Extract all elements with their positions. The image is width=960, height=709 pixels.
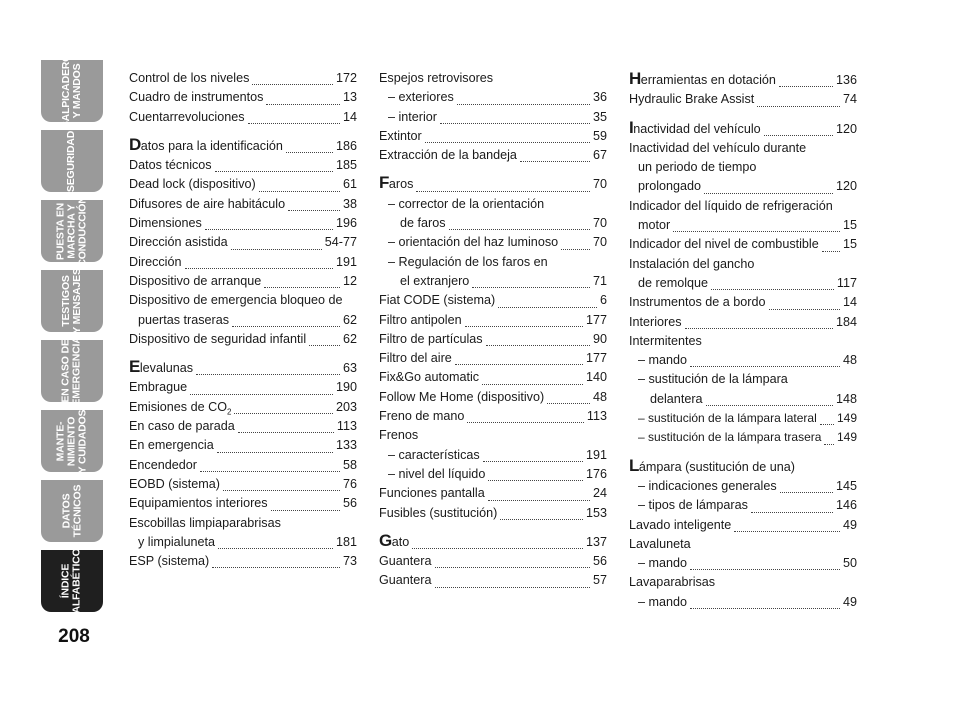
index-entry: Interiores 184 [629,314,857,329]
index-entry: Fiat CODE (sistema) 6 [379,293,607,308]
index-entry: Cuentarrevoluciones 14 [129,109,357,124]
index-entry: Guantera 57 [379,573,607,588]
index-entry: – orientación del haz luminoso 70 [388,235,607,250]
index-entry: Follow Me Home (dispositivo) 48 [379,389,607,404]
index-entry: delantera 148 [650,391,857,406]
index-entry: y limpialuneta 181 [138,534,357,549]
tab-label: TESTIGOS Y MENSAJES [60,268,83,334]
tab-label: MANTE- NIMIENTO Y CUIDADOS [54,409,89,473]
index-entry: Dirección asistida 54-77 [129,235,357,250]
tab-label: ÍNDICE ALFABÉTICO [60,548,83,614]
page-number: 208 [58,626,90,647]
index-entry-line: Dispositivo de emergencia bloqueo de [129,293,343,308]
index-column-1 [129,69,357,571]
index-column-3 [629,69,857,612]
index-entry: Fix&Go automatic 140 [379,370,607,385]
index-entry-line: Indicador del líquido de refrigeración [629,198,833,213]
index-entry: Dispositivo de arranque 12 [129,273,357,288]
index-entry: Funciones pantalla 24 [379,486,607,501]
index-entry-line: Instalación del gancho [629,256,755,271]
letter-initial: I [629,117,634,137]
index-entry: Elevalunas 63 [129,357,357,377]
index-entry: Emisiones de $CO_2$ 203 [129,399,357,417]
index-entry: Extintor 59 [379,128,607,143]
index-entry: EOBD (sistema) 76 [129,476,357,491]
index-entry: Difusores de aire habitáculo 38 [129,196,357,211]
tab-mantenimiento[interactable] [41,410,103,472]
index-entry: Faros 70 [379,173,607,193]
index-entry: – interior 35 [388,109,607,124]
letter-initial: E [129,357,140,377]
letter-initial: L [629,455,639,475]
index-entry: Dead lock (dispositivo) 61 [129,177,357,192]
index-entry: Filtro antipolen 177 [379,312,607,327]
index-entry: Datos para la identificación 186 [129,134,357,154]
index-entry: Instrumentos de a bordo 14 [629,295,857,310]
index-entry: Dirección 191 [129,254,357,269]
index-entry: Extracción de la bandeja 67 [379,148,607,163]
index-entry: – sustitución de la lámpara trasera 149 [638,430,857,445]
index-entry: Datos técnicos 185 [129,158,357,173]
index-entry: Embrague 190 [129,380,357,395]
index-entry: En emergencia 133 [129,438,357,453]
tab-en-caso-de-emergencia[interactable] [41,336,103,406]
tab-datos-tecnicos[interactable] [41,480,103,542]
index-entry: – mando 48 [638,353,857,368]
tab-label: DATOS TÉCNICOS [60,484,83,538]
index-entry: – nivel del líquido 176 [388,466,607,481]
index-entry: Equipamientos interiores 56 [129,496,357,511]
index-entry: de remolque 117 [638,275,857,290]
tab-seguridad[interactable] [41,130,103,192]
index-entry: En caso de parada 113 [129,419,357,434]
index-entry: Lámpara (sustitución de una) [629,455,795,475]
index-entry-line: Inactividad del vehículo durante [629,140,807,155]
index-column-2 [379,69,607,591]
index-entry: Control de los niveles 172 [129,71,357,85]
index-entry: – indicaciones generales 145 [638,478,857,493]
index-entry-line: Escobillas limpiaparabrisas [129,515,281,530]
index-entry: – exteriores 36 [388,90,607,105]
index-heading: Frenos [379,428,419,443]
index-entry: Fusibles (sustitución) 153 [379,505,607,520]
index-heading: Espejos retrovisores [379,71,494,85]
index-entry: Indicador del nivel de combustible 15 [629,237,857,252]
tab-puesta-en-marcha[interactable] [41,195,103,267]
index-entry: Herramientas en dotación 136 [629,69,857,88]
index-entry: – mando 50 [638,556,857,571]
index-entry-line: – sustitución de la lámpara [638,372,788,387]
tab-testigos-y-mensajes[interactable] [41,270,103,332]
index-entry: Filtro del aire 177 [379,351,607,366]
index-entry: el extranjero 71 [400,273,607,288]
index-entry: puertas traseras 62 [138,312,357,327]
index-entry-line: – Regulación de los faros en [388,254,548,269]
index-entry: Hydraulic Brake Assist 74 [629,92,857,107]
index-entry: – características 191 [388,447,607,462]
index-entry: Guantera 56 [379,554,607,569]
index-heading: Intermitentes [629,333,702,348]
index-entry: Lavado inteligente 49 [629,517,857,532]
index-entry: – mando 49 [638,594,857,609]
tab-label: SEGURIDAD [65,130,78,192]
index-entry: – sustitución de la lámpara lateral 149 [638,411,857,426]
index-entry: Freno de mano 113 [379,409,607,424]
index-entry: – tipos de lámparas 146 [638,498,857,513]
index-entry: Cuadro de instrumentos 13 [129,90,357,105]
tab-salpicadero-y-mandos[interactable] [41,53,103,129]
tab-label: EN CASO DE EMERGENCIA [60,336,83,406]
index-entry: Gato 137 [379,530,607,550]
index-entry: Inactividad del vehículo 120 [629,117,857,137]
letter-initial: D [129,134,141,154]
index-heading: Lavaluneta [629,536,691,551]
index-entry: Dimensiones 196 [129,216,357,231]
index-entry-line: – corrector de la orientación [388,196,545,211]
index-entry: prolongado 120 [638,179,857,194]
index-entry: Dispositivo de seguridad infantil 62 [129,331,357,346]
tab-label: PUESTA EN MARCHA Y CONDUCCIÓN [54,195,89,267]
index-entry: ESP (sistema) 73 [129,554,357,569]
tab-indice-alfabetico[interactable] [41,550,103,612]
letter-initial: H [629,69,641,88]
index-entry-line: un periodo de tiempo [638,160,757,175]
index-entry: Encendedor 58 [129,457,357,472]
index-entry: Filtro de partículas 90 [379,331,607,346]
index-heading: Lavaparabrisas [629,575,716,590]
letter-initial: G [379,530,392,550]
tab-label: SALPICADERO Y MANDOS [60,53,84,129]
index-entry: de faros 70 [400,216,607,231]
letter-initial: F [379,173,389,193]
index-entry: motor 15 [638,218,857,233]
